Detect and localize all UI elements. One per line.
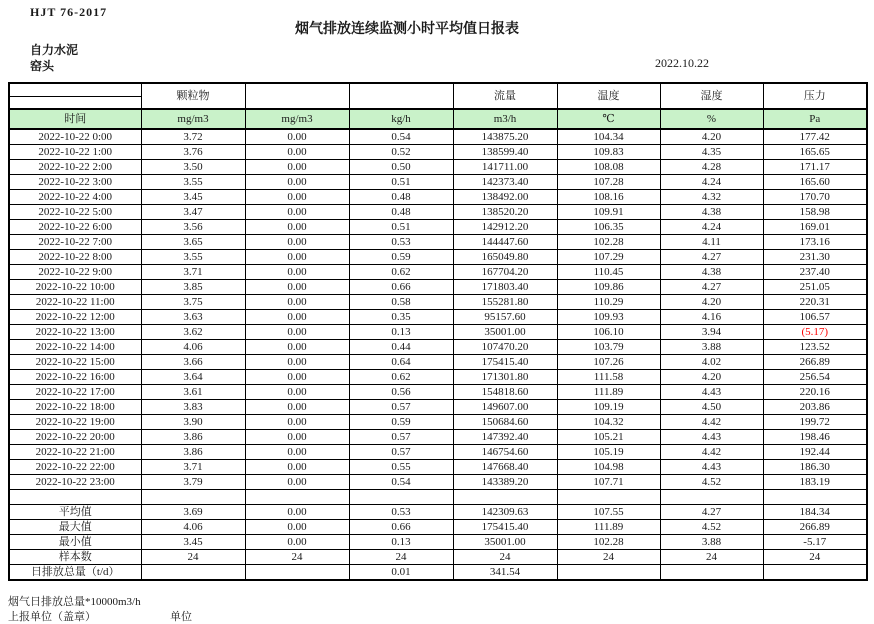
cell-value: 3.83 bbox=[141, 400, 245, 415]
cell-value: 106.35 bbox=[557, 220, 660, 235]
cell-value: 0.00 bbox=[245, 265, 349, 280]
cell-value: 0.64 bbox=[349, 355, 453, 370]
header-pressure: 压力 bbox=[763, 83, 867, 109]
table-row bbox=[9, 445, 867, 460]
table-row bbox=[9, 190, 867, 205]
report-table bbox=[8, 82, 868, 581]
cell-value: 3.86 bbox=[141, 445, 245, 460]
cell-value: 3.79 bbox=[141, 475, 245, 490]
header-flow: 流量 bbox=[453, 83, 557, 109]
cell-value: 3.47 bbox=[141, 205, 245, 220]
cell-value: 175415.40 bbox=[453, 355, 557, 370]
cell-time: 2022-10-22 23:00 bbox=[9, 475, 141, 490]
cell-value: 4.52 bbox=[660, 475, 763, 490]
table-row bbox=[9, 280, 867, 295]
flow-total-note: 烟气日排放总量*10000m3/h bbox=[8, 596, 141, 608]
cell-value: 147392.40 bbox=[453, 430, 557, 445]
cell-value: 0.00 bbox=[245, 400, 349, 415]
cell-value: 4.16 bbox=[660, 310, 763, 325]
cell-value: 144447.60 bbox=[453, 235, 557, 250]
summary-row bbox=[9, 505, 867, 520]
cell-value: 4.42 bbox=[660, 415, 763, 430]
cell-value: 3.56 bbox=[141, 220, 245, 235]
cell-value: 0.51 bbox=[349, 220, 453, 235]
cell-value: 4.06 bbox=[141, 520, 245, 535]
cell-value bbox=[660, 490, 763, 505]
cell-value bbox=[245, 565, 349, 581]
cell-value: 0.48 bbox=[349, 205, 453, 220]
cell-value: 3.65 bbox=[141, 235, 245, 250]
group-header-row bbox=[9, 83, 867, 97]
cell-value: 0.00 bbox=[245, 475, 349, 490]
cell-value: 3.45 bbox=[141, 535, 245, 550]
cell-value: 103.79 bbox=[557, 340, 660, 355]
cell-value: 110.29 bbox=[557, 295, 660, 310]
cell-value: 169.01 bbox=[763, 220, 867, 235]
cell-value: 0.62 bbox=[349, 370, 453, 385]
cell-time: 2022-10-22 8:00 bbox=[9, 250, 141, 265]
cell-value: 266.89 bbox=[763, 520, 867, 535]
cell-value: 171.17 bbox=[763, 160, 867, 175]
cell-value: 138492.00 bbox=[453, 190, 557, 205]
table-body bbox=[9, 129, 867, 580]
cell-value: 231.30 bbox=[763, 250, 867, 265]
cell-value: 35001.00 bbox=[453, 535, 557, 550]
unit-kgh: kg/h bbox=[349, 109, 453, 129]
cell-value: 24 bbox=[763, 550, 867, 565]
cell-value: 0.66 bbox=[349, 520, 453, 535]
cell-value: 24 bbox=[660, 550, 763, 565]
cell-value: 3.86 bbox=[141, 430, 245, 445]
cell-value: 3.69 bbox=[141, 505, 245, 520]
cell-time: 2022-10-22 4:00 bbox=[9, 190, 141, 205]
table-row bbox=[9, 325, 867, 340]
cell-time: 2022-10-22 17:00 bbox=[9, 385, 141, 400]
table-row bbox=[9, 310, 867, 325]
cell-time: 2022-10-22 10:00 bbox=[9, 280, 141, 295]
cell-value: 3.55 bbox=[141, 250, 245, 265]
table-row bbox=[9, 235, 867, 250]
cell-value: 107.28 bbox=[557, 175, 660, 190]
table-row bbox=[9, 415, 867, 430]
cell-value: 0.54 bbox=[349, 129, 453, 145]
cell-value: 123.52 bbox=[763, 340, 867, 355]
cell-time: 2022-10-22 6:00 bbox=[9, 220, 141, 235]
cell-value: 186.30 bbox=[763, 460, 867, 475]
cell-value: 104.98 bbox=[557, 460, 660, 475]
table-row bbox=[9, 355, 867, 370]
cell-value: 4.27 bbox=[660, 280, 763, 295]
cell-value: 0.00 bbox=[245, 190, 349, 205]
cell-value: 0.00 bbox=[245, 175, 349, 190]
cell-value: 0.00 bbox=[245, 129, 349, 145]
cell-value: 4.32 bbox=[660, 190, 763, 205]
cell-time: 2022-10-22 0:00 bbox=[9, 129, 141, 145]
summary-label: 平均值 bbox=[9, 505, 141, 520]
cell-value: 141711.00 bbox=[453, 160, 557, 175]
cell-value: 109.19 bbox=[557, 400, 660, 415]
table-row bbox=[9, 340, 867, 355]
cell-time bbox=[9, 490, 141, 505]
cell-time: 2022-10-22 5:00 bbox=[9, 205, 141, 220]
cell-value: 0.00 bbox=[245, 385, 349, 400]
table-row bbox=[9, 220, 867, 235]
cell-value: 0.00 bbox=[245, 460, 349, 475]
cell-value: 4.06 bbox=[141, 340, 245, 355]
cell-value: 142912.20 bbox=[453, 220, 557, 235]
cell-time: 2022-10-22 9:00 bbox=[9, 265, 141, 280]
cell-value: 24 bbox=[349, 550, 453, 565]
cell-value: 3.63 bbox=[141, 310, 245, 325]
cell-value: 0.00 bbox=[245, 355, 349, 370]
cell-value bbox=[557, 490, 660, 505]
cell-value: 4.38 bbox=[660, 265, 763, 280]
cell-value: 0.00 bbox=[245, 535, 349, 550]
cell-value: 24 bbox=[245, 550, 349, 565]
cell-value: 0.00 bbox=[245, 415, 349, 430]
cell-value: 170.70 bbox=[763, 190, 867, 205]
cell-value: 0.53 bbox=[349, 505, 453, 520]
report-unit-label: 上报单位（盖章） bbox=[8, 611, 96, 623]
cell-value: 173.16 bbox=[763, 235, 867, 250]
cell-value: 146754.60 bbox=[453, 445, 557, 460]
cell-value: 104.32 bbox=[557, 415, 660, 430]
cell-value: 4.38 bbox=[660, 205, 763, 220]
cell-value: 0.44 bbox=[349, 340, 453, 355]
cell-value: 109.93 bbox=[557, 310, 660, 325]
cell-time: 2022-10-22 3:00 bbox=[9, 175, 141, 190]
cell-value: 107.26 bbox=[557, 355, 660, 370]
cell-value: 105.19 bbox=[557, 445, 660, 460]
cell-value: 109.86 bbox=[557, 280, 660, 295]
cell-value: 107.71 bbox=[557, 475, 660, 490]
cell-value: 3.62 bbox=[141, 325, 245, 340]
cell-value bbox=[349, 490, 453, 505]
cell-value: 3.66 bbox=[141, 355, 245, 370]
cell-value: 147668.40 bbox=[453, 460, 557, 475]
cell-value: 105.21 bbox=[557, 430, 660, 445]
header-particulate: 颗粒物 bbox=[141, 83, 245, 109]
cell-value: 251.05 bbox=[763, 280, 867, 295]
cell-value: 158.98 bbox=[763, 205, 867, 220]
station-name: 窑头 bbox=[30, 59, 55, 73]
cell-time: 2022-10-22 12:00 bbox=[9, 310, 141, 325]
cell-value: 3.61 bbox=[141, 385, 245, 400]
cell-time: 2022-10-22 16:00 bbox=[9, 370, 141, 385]
cell-value: 4.43 bbox=[660, 460, 763, 475]
cell-value: 0.00 bbox=[245, 430, 349, 445]
cell-value: 108.08 bbox=[557, 160, 660, 175]
cell-value: 24 bbox=[141, 550, 245, 565]
cell-value: 4.42 bbox=[660, 445, 763, 460]
cell-value bbox=[141, 565, 245, 581]
table-row bbox=[9, 460, 867, 475]
table-row bbox=[9, 145, 867, 160]
unit-celsius: ℃ bbox=[557, 109, 660, 129]
cell-time: 2022-10-22 22:00 bbox=[9, 460, 141, 475]
cell-value: 4.11 bbox=[660, 235, 763, 250]
cell-value: 109.83 bbox=[557, 145, 660, 160]
cell-value: 143875.20 bbox=[453, 129, 557, 145]
cell-value: 4.50 bbox=[660, 400, 763, 415]
company-name: 自力水泥 bbox=[30, 43, 79, 57]
cell-value: 4.27 bbox=[660, 250, 763, 265]
table-row bbox=[9, 129, 867, 145]
unit-pa: Pa bbox=[763, 109, 867, 129]
table-row bbox=[9, 295, 867, 310]
cell-value: 0.00 bbox=[245, 445, 349, 460]
cell-value: 0.00 bbox=[245, 220, 349, 235]
summary-row bbox=[9, 565, 867, 581]
cell-value: 0.62 bbox=[349, 265, 453, 280]
cell-value: 220.16 bbox=[763, 385, 867, 400]
cell-value: 107.55 bbox=[557, 505, 660, 520]
cell-value: 0.51 bbox=[349, 175, 453, 190]
cell-value bbox=[557, 565, 660, 581]
units-row bbox=[9, 109, 867, 129]
cell-value: 106.10 bbox=[557, 325, 660, 340]
cell-value: 198.46 bbox=[763, 430, 867, 445]
cell-value: 109.91 bbox=[557, 205, 660, 220]
cell-value: 102.28 bbox=[557, 235, 660, 250]
cell-value: 149607.00 bbox=[453, 400, 557, 415]
cell-value: 0.54 bbox=[349, 475, 453, 490]
table-row bbox=[9, 370, 867, 385]
table-row bbox=[9, 385, 867, 400]
cell-value: 0.53 bbox=[349, 235, 453, 250]
report-title: 烟气排放连续监测小时平均值日报表 bbox=[295, 22, 519, 37]
unit-mgm3-1: mg/m3 bbox=[141, 109, 245, 129]
cell-value: 3.64 bbox=[141, 370, 245, 385]
cell-value: 0.57 bbox=[349, 400, 453, 415]
cell-value: 4.43 bbox=[660, 430, 763, 445]
cell-value: 0.57 bbox=[349, 445, 453, 460]
header-temperature: 温度 bbox=[557, 83, 660, 109]
cell-value: 0.59 bbox=[349, 250, 453, 265]
cell-value: 0.48 bbox=[349, 190, 453, 205]
cell-value: (5.17) bbox=[763, 325, 867, 340]
cell-value: 110.45 bbox=[557, 265, 660, 280]
cell-value: 266.89 bbox=[763, 355, 867, 370]
cell-value: 4.27 bbox=[660, 505, 763, 520]
cell-value bbox=[763, 490, 867, 505]
cell-time: 2022-10-22 14:00 bbox=[9, 340, 141, 355]
unit-percent: % bbox=[660, 109, 763, 129]
cell-value: 165.60 bbox=[763, 175, 867, 190]
cell-value: 138520.20 bbox=[453, 205, 557, 220]
cell-value: 3.76 bbox=[141, 145, 245, 160]
cell-value: 0.00 bbox=[245, 205, 349, 220]
cell-value: 3.94 bbox=[660, 325, 763, 340]
header-column4 bbox=[349, 83, 453, 109]
cell-value: 0.00 bbox=[245, 250, 349, 265]
cell-value: 3.88 bbox=[660, 340, 763, 355]
cell-value: 142373.40 bbox=[453, 175, 557, 190]
cell-value: 150684.60 bbox=[453, 415, 557, 430]
header-column3 bbox=[245, 83, 349, 109]
cell-value: 0.56 bbox=[349, 385, 453, 400]
cell-value: 0.01 bbox=[349, 565, 453, 581]
cell-value: 0.59 bbox=[349, 415, 453, 430]
cell-time: 2022-10-22 20:00 bbox=[9, 430, 141, 445]
cell-value bbox=[453, 490, 557, 505]
cell-time: 2022-10-22 7:00 bbox=[9, 235, 141, 250]
cell-value: 3.90 bbox=[141, 415, 245, 430]
cell-value: 4.28 bbox=[660, 160, 763, 175]
unit-time: 时间 bbox=[9, 109, 141, 129]
cell-value: 0.55 bbox=[349, 460, 453, 475]
cell-value: -5.17 bbox=[763, 535, 867, 550]
cell-time: 2022-10-22 15:00 bbox=[9, 355, 141, 370]
cell-value: 106.57 bbox=[763, 310, 867, 325]
cell-value: 0.50 bbox=[349, 160, 453, 175]
cell-value bbox=[141, 490, 245, 505]
cell-value: 256.54 bbox=[763, 370, 867, 385]
cell-value: 3.55 bbox=[141, 175, 245, 190]
summary-row bbox=[9, 535, 867, 550]
table-row bbox=[9, 265, 867, 280]
cell-value: 0.00 bbox=[245, 160, 349, 175]
cell-value: 4.02 bbox=[660, 355, 763, 370]
summary-label: 最大值 bbox=[9, 520, 141, 535]
cell-value: 184.34 bbox=[763, 505, 867, 520]
cell-value: 35001.00 bbox=[453, 325, 557, 340]
cell-value: 107470.20 bbox=[453, 340, 557, 355]
cell-value: 108.16 bbox=[557, 190, 660, 205]
table-row bbox=[9, 205, 867, 220]
table-row bbox=[9, 175, 867, 190]
table-row bbox=[9, 430, 867, 445]
cell-value: 4.24 bbox=[660, 220, 763, 235]
cell-value: 0.00 bbox=[245, 325, 349, 340]
cell-value: 0.13 bbox=[349, 325, 453, 340]
cell-value: 175415.40 bbox=[453, 520, 557, 535]
table-row bbox=[9, 475, 867, 490]
cell-value: 24 bbox=[453, 550, 557, 565]
table-row bbox=[9, 250, 867, 265]
cell-value: 4.52 bbox=[660, 520, 763, 535]
cell-value: 155281.80 bbox=[453, 295, 557, 310]
cell-value: 171301.80 bbox=[453, 370, 557, 385]
cell-value: 0.00 bbox=[245, 310, 349, 325]
cell-value: 0.57 bbox=[349, 430, 453, 445]
cell-value: 154818.60 bbox=[453, 385, 557, 400]
cell-value: 3.71 bbox=[141, 265, 245, 280]
cell-value: 107.29 bbox=[557, 250, 660, 265]
summary-label: 日排放总量（t/d） bbox=[9, 565, 141, 581]
cell-time: 2022-10-22 1:00 bbox=[9, 145, 141, 160]
cell-time: 2022-10-22 2:00 bbox=[9, 160, 141, 175]
cell-value: 0.35 bbox=[349, 310, 453, 325]
cell-value: 167704.20 bbox=[453, 265, 557, 280]
cell-value: 3.88 bbox=[660, 535, 763, 550]
cell-value: 4.20 bbox=[660, 129, 763, 145]
cell-value: 138599.40 bbox=[453, 145, 557, 160]
cell-value: 341.54 bbox=[453, 565, 557, 581]
cell-value bbox=[245, 490, 349, 505]
cell-value: 4.35 bbox=[660, 145, 763, 160]
cell-value: 4.43 bbox=[660, 385, 763, 400]
cell-value: 165049.80 bbox=[453, 250, 557, 265]
cell-time: 2022-10-22 13:00 bbox=[9, 325, 141, 340]
unit-mgm3-2: mg/m3 bbox=[245, 109, 349, 129]
cell-value: 171803.40 bbox=[453, 280, 557, 295]
summary-row bbox=[9, 520, 867, 535]
unit-label: 单位 bbox=[170, 611, 192, 623]
cell-value: 0.00 bbox=[245, 520, 349, 535]
cell-time: 2022-10-22 11:00 bbox=[9, 295, 141, 310]
table-row bbox=[9, 160, 867, 175]
cell-value: 0.13 bbox=[349, 535, 453, 550]
header-time-blank-bottom bbox=[9, 97, 141, 110]
summary-label: 最小值 bbox=[9, 535, 141, 550]
cell-value: 0.00 bbox=[245, 370, 349, 385]
cell-value: 199.72 bbox=[763, 415, 867, 430]
table-row bbox=[9, 400, 867, 415]
cell-value: 237.40 bbox=[763, 265, 867, 280]
cell-value: 0.66 bbox=[349, 280, 453, 295]
cell-value: 192.44 bbox=[763, 445, 867, 460]
cell-value: 4.20 bbox=[660, 370, 763, 385]
cell-value: 177.42 bbox=[763, 129, 867, 145]
unit-m3h: m3/h bbox=[453, 109, 557, 129]
header-humidity: 湿度 bbox=[660, 83, 763, 109]
cell-value: 0.00 bbox=[245, 505, 349, 520]
cell-value: 220.31 bbox=[763, 295, 867, 310]
cell-value: 111.89 bbox=[557, 385, 660, 400]
standard-code: HJT 76-2017 bbox=[30, 5, 108, 19]
cell-value: 4.20 bbox=[660, 295, 763, 310]
cell-value: 3.72 bbox=[141, 129, 245, 145]
cell-value: 24 bbox=[557, 550, 660, 565]
cell-value: 165.65 bbox=[763, 145, 867, 160]
cell-value: 142309.63 bbox=[453, 505, 557, 520]
cell-value: 0.58 bbox=[349, 295, 453, 310]
report-date: 2022.10.22 bbox=[655, 56, 709, 70]
cell-value: 104.34 bbox=[557, 129, 660, 145]
cell-value: 0.00 bbox=[245, 340, 349, 355]
cell-time: 2022-10-22 19:00 bbox=[9, 415, 141, 430]
header-time-blank-top bbox=[9, 83, 141, 97]
cell-time: 2022-10-22 18:00 bbox=[9, 400, 141, 415]
cell-value bbox=[660, 565, 763, 581]
cell-value: 183.19 bbox=[763, 475, 867, 490]
spacer-row bbox=[9, 490, 867, 505]
cell-value: 4.24 bbox=[660, 175, 763, 190]
cell-value: 3.75 bbox=[141, 295, 245, 310]
summary-row bbox=[9, 550, 867, 565]
cell-value: 111.89 bbox=[557, 520, 660, 535]
cell-value: 0.00 bbox=[245, 235, 349, 250]
cell-value: 0.00 bbox=[245, 145, 349, 160]
cell-value: 203.86 bbox=[763, 400, 867, 415]
cell-value: 0.00 bbox=[245, 280, 349, 295]
cell-value: 3.45 bbox=[141, 190, 245, 205]
cell-value: 95157.60 bbox=[453, 310, 557, 325]
cell-value: 3.71 bbox=[141, 460, 245, 475]
cell-value bbox=[763, 565, 867, 581]
cell-value: 143389.20 bbox=[453, 475, 557, 490]
cell-time: 2022-10-22 21:00 bbox=[9, 445, 141, 460]
cell-value: 111.58 bbox=[557, 370, 660, 385]
cell-value: 102.28 bbox=[557, 535, 660, 550]
cell-value: 3.50 bbox=[141, 160, 245, 175]
cell-value: 3.85 bbox=[141, 280, 245, 295]
cell-value: 0.52 bbox=[349, 145, 453, 160]
summary-label: 样本数 bbox=[9, 550, 141, 565]
cell-value: 0.00 bbox=[245, 295, 349, 310]
